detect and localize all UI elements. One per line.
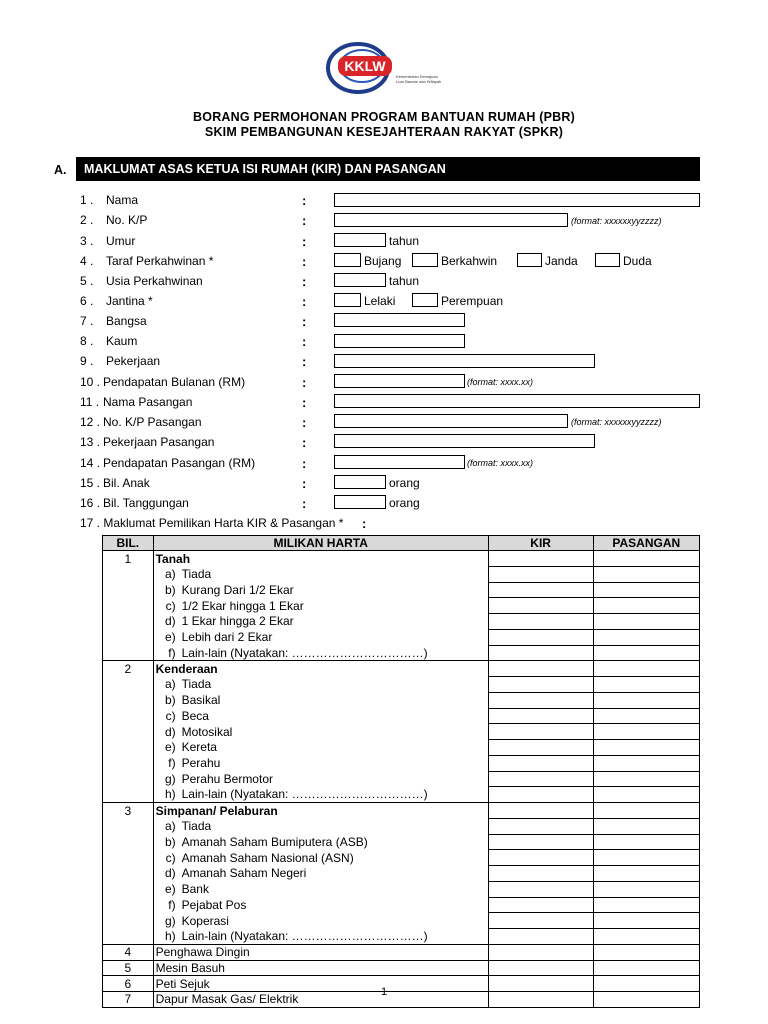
q8-colon: : bbox=[302, 334, 307, 349]
kir-cell[interactable] bbox=[488, 850, 593, 866]
q4-number: 4 . bbox=[80, 254, 94, 268]
row-item bbox=[153, 771, 488, 787]
q3-number: 3 . bbox=[80, 234, 94, 248]
perempuan-checkbox[interactable] bbox=[412, 293, 438, 307]
pasangan-cell[interactable] bbox=[593, 866, 699, 882]
janda-label: Janda bbox=[545, 254, 578, 268]
table-item-row bbox=[103, 692, 700, 708]
row-bil bbox=[103, 614, 154, 630]
form-title-line1: BORANG PERMOHONAN PROGRAM BANTUAN RUMAH (PBR) bbox=[193, 110, 575, 124]
item-letter: d) bbox=[164, 724, 176, 739]
row-bil bbox=[103, 850, 154, 866]
pasangan-cell[interactable] bbox=[593, 614, 699, 630]
kir-cell[interactable] bbox=[488, 866, 593, 882]
q10-label: Pendapatan Bulanan (RM) bbox=[103, 375, 246, 389]
row-item bbox=[153, 881, 488, 897]
kir-cell[interactable] bbox=[488, 708, 593, 724]
pasangan-cell[interactable] bbox=[593, 944, 699, 960]
milikan-harta-table bbox=[102, 535, 700, 1008]
q7-colon: : bbox=[302, 314, 307, 329]
q16-number: 16 . bbox=[80, 496, 101, 510]
q17-label: 17 . Maklumat Pemilikan Harta KIR & Pasangan * bbox=[80, 516, 344, 530]
umur-unit: tahun bbox=[389, 234, 420, 248]
q16-colon: : bbox=[302, 496, 307, 511]
row-bil: 2 bbox=[103, 661, 154, 677]
item-text: Tiada bbox=[181, 819, 212, 834]
kir-cell[interactable] bbox=[488, 913, 593, 929]
kir-cell[interactable] bbox=[488, 803, 593, 819]
q17-colon: : bbox=[362, 516, 367, 531]
kir-cell[interactable] bbox=[488, 881, 593, 897]
pasangan-cell[interactable] bbox=[593, 551, 699, 567]
berkahwin-checkbox[interactable] bbox=[412, 253, 438, 267]
nama-input[interactable] bbox=[334, 193, 700, 207]
header-pasangan: PASANGAN bbox=[593, 536, 699, 551]
pasangan-cell[interactable] bbox=[593, 582, 699, 598]
pasangan-cell[interactable] bbox=[593, 724, 699, 740]
row-item bbox=[153, 598, 488, 614]
q11-label: Nama Pasangan bbox=[103, 395, 193, 409]
table-item-row bbox=[103, 787, 700, 803]
q2-colon: : bbox=[302, 213, 307, 228]
pekerjaan-input[interactable] bbox=[334, 354, 595, 368]
q5-colon: : bbox=[302, 274, 307, 289]
row-item bbox=[153, 582, 488, 598]
table-item-row bbox=[103, 740, 700, 756]
q11-colon: : bbox=[302, 395, 307, 410]
table-item-row bbox=[103, 897, 700, 913]
q15-label: Bil. Anak bbox=[103, 476, 150, 490]
q8-number: 8 . bbox=[80, 334, 94, 348]
q10-colon: : bbox=[302, 375, 307, 390]
item-letter: b) bbox=[164, 582, 176, 597]
group-title-text: Dapur Masak Gas/ Elektrik bbox=[155, 992, 299, 1007]
row-bil bbox=[103, 629, 154, 645]
row-bil bbox=[103, 645, 154, 661]
table-item-row bbox=[103, 582, 700, 598]
header-milikan-harta: MILIKAN HARTA bbox=[153, 536, 488, 551]
item-text: Koperasi bbox=[181, 913, 229, 928]
lelaki-label: Lelaki bbox=[364, 294, 396, 308]
pasangan-cell[interactable] bbox=[593, 960, 699, 976]
q2-number: 2 . bbox=[80, 213, 94, 227]
item-text: Lebih dari 2 Ekar bbox=[181, 630, 273, 645]
item-text: 1 Ekar hingga 2 Ekar bbox=[181, 614, 294, 629]
q4-label: Taraf Perkahwinan * bbox=[106, 254, 214, 268]
no-kp-format-hint: (format: xxxxxxyyzzzz) bbox=[571, 216, 662, 226]
table-item-row bbox=[103, 866, 700, 882]
item-text: Lain-lain (Nyatakan: ……………………………) bbox=[181, 787, 428, 802]
item-letter: g) bbox=[164, 913, 176, 928]
item-letter: a) bbox=[164, 819, 176, 834]
table-item-row bbox=[103, 677, 700, 693]
q15-number: 15 . bbox=[80, 476, 101, 490]
q9-colon: : bbox=[302, 354, 307, 369]
table-group-row bbox=[103, 944, 700, 960]
table-item-row bbox=[103, 850, 700, 866]
q12-colon: : bbox=[302, 415, 307, 430]
pasangan-cell[interactable] bbox=[593, 755, 699, 771]
header-kir: KIR bbox=[488, 536, 593, 551]
row-item bbox=[153, 755, 488, 771]
pasangan-cell[interactable] bbox=[593, 629, 699, 645]
kir-cell[interactable] bbox=[488, 661, 593, 677]
kklw-logo bbox=[318, 36, 446, 108]
form-title-line2: SKIM PEMBANGUNAN KESEJAHTERAAN RAKYAT (SPKR) bbox=[204, 125, 564, 139]
group-title-text: Penghawa Dingin bbox=[155, 945, 250, 960]
table-item-row bbox=[103, 724, 700, 740]
q13-number: 13 . bbox=[80, 435, 101, 449]
q9-label: Pekerjaan bbox=[106, 354, 161, 368]
row-item bbox=[153, 850, 488, 866]
row-bil: 3 bbox=[103, 803, 154, 819]
duda-checkbox[interactable] bbox=[595, 253, 620, 267]
q6-number: 6 . bbox=[80, 294, 94, 308]
bil-tanggungan-unit: orang bbox=[389, 496, 420, 510]
row-item bbox=[153, 834, 488, 850]
janda-checkbox[interactable] bbox=[517, 253, 542, 267]
kir-cell[interactable] bbox=[488, 960, 593, 976]
berkahwin-label: Berkahwin bbox=[441, 254, 498, 268]
table-item-row bbox=[103, 818, 700, 834]
item-text: 1/2 Ekar hingga 1 Ekar bbox=[181, 598, 304, 613]
row-bil: 5 bbox=[103, 960, 154, 976]
group-title-text: Peti Sejuk bbox=[155, 976, 210, 991]
pasangan-cell[interactable] bbox=[593, 598, 699, 614]
table-item-row bbox=[103, 834, 700, 850]
row-bil bbox=[103, 677, 154, 693]
row-bil: 4 bbox=[103, 944, 154, 960]
row-bil bbox=[103, 755, 154, 771]
item-text: Amanah Saham Nasional (ASN) bbox=[181, 850, 354, 865]
pekerjaan-pasangan-input[interactable] bbox=[334, 434, 595, 448]
umur-input[interactable] bbox=[334, 233, 386, 247]
row-bil bbox=[103, 771, 154, 787]
item-letter: a) bbox=[164, 567, 176, 582]
q14-number: 14 . bbox=[80, 456, 101, 470]
section-heading: MAKLUMAT ASAS KETUA ISI RUMAH (KIR) DAN PASANGAN bbox=[76, 157, 700, 181]
pasangan-cell[interactable] bbox=[593, 787, 699, 803]
table-item-row bbox=[103, 755, 700, 771]
q1-label: Nama bbox=[106, 193, 139, 207]
kir-cell[interactable] bbox=[488, 692, 593, 708]
q14-label: Pendapatan Pasangan (RM) bbox=[103, 456, 256, 470]
row-bil bbox=[103, 897, 154, 913]
q6-colon: : bbox=[302, 294, 307, 309]
q11-number: 11 . bbox=[80, 395, 100, 409]
row-bil bbox=[103, 866, 154, 882]
q9-number: 9 . bbox=[80, 354, 94, 368]
table-item-row bbox=[103, 913, 700, 929]
item-letter: b) bbox=[164, 834, 176, 849]
item-letter: d) bbox=[164, 866, 176, 881]
row-item bbox=[153, 629, 488, 645]
row-bil bbox=[103, 582, 154, 598]
kir-cell[interactable] bbox=[488, 740, 593, 756]
q13-colon: : bbox=[302, 435, 307, 450]
row-item bbox=[153, 740, 488, 756]
row-item bbox=[153, 897, 488, 913]
q5-label: Usia Perkahwinan bbox=[106, 274, 203, 288]
row-bil: 1 bbox=[103, 551, 154, 567]
group-title-text: Kenderaan bbox=[155, 661, 218, 676]
q7-label: Bangsa bbox=[106, 314, 147, 328]
row-bil bbox=[103, 834, 154, 850]
group-title-text: Tanah bbox=[155, 551, 191, 566]
row-bil bbox=[103, 818, 154, 834]
pendapatan-bulanan-input[interactable] bbox=[334, 374, 465, 388]
q15-colon: : bbox=[302, 476, 307, 491]
pasangan-cell[interactable] bbox=[593, 929, 699, 945]
row-item bbox=[153, 787, 488, 803]
row-item bbox=[153, 724, 488, 740]
row-item bbox=[153, 614, 488, 630]
pasangan-cell[interactable] bbox=[593, 645, 699, 661]
item-text: Perahu Bermotor bbox=[181, 771, 273, 786]
item-text: Lain-lain (Nyatakan: ……………………………) bbox=[181, 929, 428, 944]
bil-anak-unit: orang bbox=[389, 476, 420, 490]
row-bil: 7 bbox=[103, 992, 154, 1008]
kir-cell[interactable] bbox=[488, 897, 593, 913]
kir-cell[interactable] bbox=[488, 582, 593, 598]
q4-colon: : bbox=[302, 254, 307, 269]
row-item bbox=[153, 566, 488, 582]
kir-cell[interactable] bbox=[488, 551, 593, 567]
q7-number: 7 . bbox=[80, 314, 94, 328]
item-letter: c) bbox=[165, 708, 176, 723]
kir-cell[interactable] bbox=[488, 598, 593, 614]
kir-cell[interactable] bbox=[488, 944, 593, 960]
kir-cell[interactable] bbox=[488, 834, 593, 850]
svg-text:KKLW: KKLW bbox=[344, 58, 386, 74]
row-group-title bbox=[153, 803, 488, 819]
row-bil: 6 bbox=[103, 976, 154, 992]
pasangan-cell[interactable] bbox=[593, 740, 699, 756]
table-header-row bbox=[103, 536, 700, 551]
row-item bbox=[153, 692, 488, 708]
q12-number: 12 . bbox=[80, 415, 101, 429]
pasangan-cell[interactable] bbox=[593, 803, 699, 819]
q1-number: 1 . bbox=[80, 193, 94, 207]
bujang-checkbox[interactable] bbox=[334, 253, 361, 267]
row-group-title bbox=[153, 960, 488, 976]
q16-label: Bil. Tanggungan bbox=[103, 496, 189, 510]
bil-tanggungan-input[interactable] bbox=[334, 495, 386, 509]
q2-label: No. K/P bbox=[106, 213, 148, 227]
pasangan-cell[interactable] bbox=[593, 913, 699, 929]
pasangan-cell[interactable] bbox=[593, 661, 699, 677]
table-item-row bbox=[103, 598, 700, 614]
q12-label: No. K/P Pasangan bbox=[103, 415, 202, 429]
table-group-row bbox=[103, 551, 700, 567]
no-kp-pasangan-format-hint: (format: xxxxxxyyzzzz) bbox=[571, 417, 662, 427]
table-group-row bbox=[103, 661, 700, 677]
item-text: Beca bbox=[181, 708, 209, 723]
bil-anak-input[interactable] bbox=[334, 475, 386, 489]
group-title-text: Simpanan/ Pelaburan bbox=[155, 803, 278, 818]
row-group-title bbox=[153, 551, 488, 567]
table-item-row bbox=[103, 614, 700, 630]
item-letter: c) bbox=[165, 598, 176, 613]
kklw-logo-graphic bbox=[318, 36, 446, 108]
pasangan-cell[interactable] bbox=[593, 818, 699, 834]
kir-cell[interactable] bbox=[488, 818, 593, 834]
item-text: Kurang Dari 1/2 Ekar bbox=[181, 582, 294, 597]
q8-label: Kaum bbox=[106, 334, 138, 348]
table-item-row bbox=[103, 566, 700, 582]
item-text: Bank bbox=[181, 882, 209, 897]
item-text: Pejabat Pos bbox=[181, 897, 247, 912]
row-bil bbox=[103, 929, 154, 945]
svg-text:Kementerian Kemajuan: Kementerian Kemajuan bbox=[396, 74, 438, 79]
item-letter: f) bbox=[168, 645, 176, 660]
item-text: Kereta bbox=[181, 740, 217, 755]
q1-colon: : bbox=[302, 193, 307, 208]
bangsa-input[interactable] bbox=[334, 313, 465, 327]
item-letter: e) bbox=[164, 882, 176, 897]
item-text: Lain-lain (Nyatakan: ……………………………) bbox=[181, 645, 428, 660]
usia-perkahwinan-input[interactable] bbox=[334, 273, 386, 287]
pendapatan-pasangan-format-hint: (format: xxxx.xx) bbox=[467, 458, 534, 468]
table-item-row bbox=[103, 881, 700, 897]
item-letter: h) bbox=[164, 787, 176, 802]
perempuan-label: Perempuan bbox=[441, 294, 504, 308]
row-bil bbox=[103, 787, 154, 803]
item-text: Basikal bbox=[181, 693, 221, 708]
kir-cell[interactable] bbox=[488, 771, 593, 787]
item-letter: d) bbox=[164, 614, 176, 629]
header-bil: BIL. bbox=[103, 536, 154, 551]
row-item bbox=[153, 677, 488, 693]
item-letter: f) bbox=[168, 756, 176, 771]
kir-cell[interactable] bbox=[488, 629, 593, 645]
item-text: Tiada bbox=[181, 567, 212, 582]
kir-cell[interactable] bbox=[488, 929, 593, 945]
row-bil bbox=[103, 708, 154, 724]
table-group-row bbox=[103, 803, 700, 819]
row-bil bbox=[103, 566, 154, 582]
pasangan-cell[interactable] bbox=[593, 677, 699, 693]
pasangan-cell[interactable] bbox=[593, 708, 699, 724]
table-item-row bbox=[103, 629, 700, 645]
q3-colon: : bbox=[302, 234, 307, 249]
kir-cell[interactable] bbox=[488, 755, 593, 771]
row-item bbox=[153, 913, 488, 929]
item-letter: a) bbox=[164, 677, 176, 692]
kir-cell[interactable] bbox=[488, 566, 593, 582]
pendapatan-format-hint: (format: xxxx.xx) bbox=[467, 377, 534, 387]
item-letter: b) bbox=[164, 693, 176, 708]
pendapatan-pasangan-input[interactable] bbox=[334, 455, 465, 469]
item-text: Amanah Saham Bumiputera (ASB) bbox=[181, 834, 368, 849]
q6-label: Jantina * bbox=[106, 294, 153, 308]
section-letter: A. bbox=[54, 163, 67, 177]
nama-pasangan-input[interactable] bbox=[334, 394, 700, 408]
pasangan-cell[interactable] bbox=[593, 881, 699, 897]
svg-text:Luar Bandar dan Wilayah: Luar Bandar dan Wilayah bbox=[396, 79, 442, 84]
item-letter: e) bbox=[164, 740, 176, 755]
lelaki-checkbox[interactable] bbox=[334, 293, 361, 307]
group-title-text: Mesin Basuh bbox=[155, 960, 225, 975]
kir-cell[interactable] bbox=[488, 787, 593, 803]
row-item bbox=[153, 645, 488, 661]
row-bil bbox=[103, 692, 154, 708]
pasangan-cell[interactable] bbox=[593, 850, 699, 866]
row-group-title bbox=[153, 944, 488, 960]
kaum-input[interactable] bbox=[334, 334, 465, 348]
pasangan-cell[interactable] bbox=[593, 771, 699, 787]
table-item-row bbox=[103, 771, 700, 787]
item-text: Amanah Saham Negeri bbox=[181, 866, 307, 881]
item-text: Tiada bbox=[181, 677, 212, 692]
duda-label: Duda bbox=[623, 254, 652, 268]
no-kp-pasangan-input[interactable] bbox=[334, 414, 568, 428]
item-text: Perahu bbox=[181, 756, 221, 771]
row-bil bbox=[103, 881, 154, 897]
table-item-row bbox=[103, 645, 700, 661]
item-letter: h) bbox=[164, 929, 176, 944]
kir-cell[interactable] bbox=[488, 614, 593, 630]
usia-unit: tahun bbox=[389, 274, 420, 288]
row-bil bbox=[103, 740, 154, 756]
row-bil bbox=[103, 913, 154, 929]
item-letter: f) bbox=[168, 897, 176, 912]
item-letter: g) bbox=[164, 771, 176, 786]
row-bil bbox=[103, 724, 154, 740]
item-text: Motosikal bbox=[181, 724, 233, 739]
q13-label: Pekerjaan Pasangan bbox=[103, 435, 215, 449]
kir-cell[interactable] bbox=[488, 677, 593, 693]
item-letter: e) bbox=[164, 630, 176, 645]
row-item bbox=[153, 818, 488, 834]
kir-cell[interactable] bbox=[488, 645, 593, 661]
table-item-row bbox=[103, 929, 700, 945]
row-bil bbox=[103, 598, 154, 614]
q3-label: Umur bbox=[106, 234, 136, 248]
row-group-title bbox=[153, 661, 488, 677]
q5-number: 5 . bbox=[80, 274, 94, 288]
item-letter: c) bbox=[165, 850, 176, 865]
pasangan-cell[interactable] bbox=[593, 566, 699, 582]
kir-cell[interactable] bbox=[488, 724, 593, 740]
row-item bbox=[153, 866, 488, 882]
row-item bbox=[153, 708, 488, 724]
table-body bbox=[103, 551, 700, 1008]
pasangan-cell[interactable] bbox=[593, 897, 699, 913]
pasangan-cell[interactable] bbox=[593, 692, 699, 708]
row-item bbox=[153, 929, 488, 945]
table-group-row bbox=[103, 960, 700, 976]
bujang-label: Bujang bbox=[364, 254, 402, 268]
no-kp-input[interactable] bbox=[334, 213, 568, 227]
table-item-row bbox=[103, 708, 700, 724]
page-number: 1 bbox=[380, 986, 388, 998]
q14-colon: : bbox=[302, 456, 307, 471]
q10-number: 10 . bbox=[80, 375, 101, 389]
pasangan-cell[interactable] bbox=[593, 834, 699, 850]
